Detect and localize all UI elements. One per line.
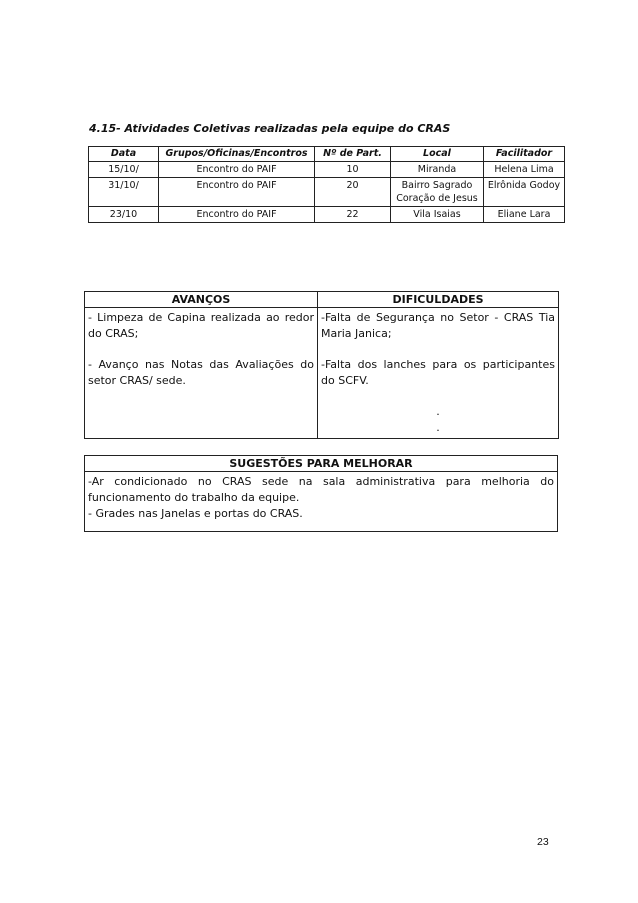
cell-facilitador: Helena Lima [484, 162, 565, 178]
col-header-participantes: Nº de Part. [315, 147, 391, 162]
section-title: 4.15- Atividades Coletivas realizadas pela equipe do CRAS [89, 122, 451, 135]
cell-participantes: 20 [315, 178, 391, 207]
dots [321, 404, 555, 436]
cell-participantes: 10 [315, 162, 391, 178]
col-header-facilitador: Facilitador [484, 147, 565, 162]
cell-local: Bairro Sagrado Coração de Jesus [391, 178, 484, 207]
page-number: 23 [537, 836, 549, 848]
cell-facilitador: Elrônida Godoy [484, 178, 565, 207]
table-row [89, 178, 565, 207]
dificuldades-cell [318, 308, 559, 439]
sugestoes-header-row [85, 456, 558, 472]
col-header-data: Data [89, 147, 159, 162]
cell-data: 31/10/ [89, 178, 159, 207]
sugestao-item: - Grades nas Janelas e portas do CRAS. [88, 507, 303, 520]
avancos-dificuldades-header-row [85, 292, 559, 308]
dificuldades-header: DIFICULDADES [318, 292, 559, 308]
avanco-item: - Limpeza de Capina realizada ao redor do CRAS; [88, 311, 314, 340]
col-header-local: Local [391, 147, 484, 162]
cell-grupo: Encontro do PAIF [159, 207, 315, 223]
dificuldade-item: -Falta dos lanches para os participantes do SCFV. [321, 358, 555, 387]
avancos-dificuldades-table [84, 291, 559, 439]
dificuldade-item: -Falta de Segurança no Setor - CRAS Tia Maria Janica; [321, 311, 555, 340]
avancos-cell [85, 308, 318, 439]
cell-local: Miranda [391, 162, 484, 178]
avancos-dificuldades-row [85, 308, 559, 439]
activities-table [88, 146, 565, 223]
sugestoes-cell [85, 472, 558, 532]
table-row [89, 162, 565, 178]
table-row [89, 207, 565, 223]
activities-header-row [89, 147, 565, 162]
cell-grupo: Encontro do PAIF [159, 178, 315, 207]
dot: . [436, 405, 440, 418]
sugestoes-table [84, 455, 558, 532]
sugestoes-header: SUGESTÕES PARA MELHORAR [85, 456, 558, 472]
dot: . [436, 421, 440, 434]
sugestoes-row [85, 472, 558, 532]
cell-data: 15/10/ [89, 162, 159, 178]
cell-local: Vila Isaias [391, 207, 484, 223]
cell-data: 23/10 [89, 207, 159, 223]
sugestao-item: -Ar condicionado no CRAS sede na sala administrativa para melhoria do funcionamento do trabalho da equipe. [88, 475, 554, 504]
cell-grupo: Encontro do PAIF [159, 162, 315, 178]
cell-facilitador: Eliane Lara [484, 207, 565, 223]
avanco-item: - Avanço nas Notas das Avaliações do setor CRAS/ sede. [88, 358, 314, 387]
avancos-header: AVANÇOS [85, 292, 318, 308]
col-header-grupos: Grupos/Oficinas/Encontros [159, 147, 315, 162]
cell-participantes: 22 [315, 207, 391, 223]
